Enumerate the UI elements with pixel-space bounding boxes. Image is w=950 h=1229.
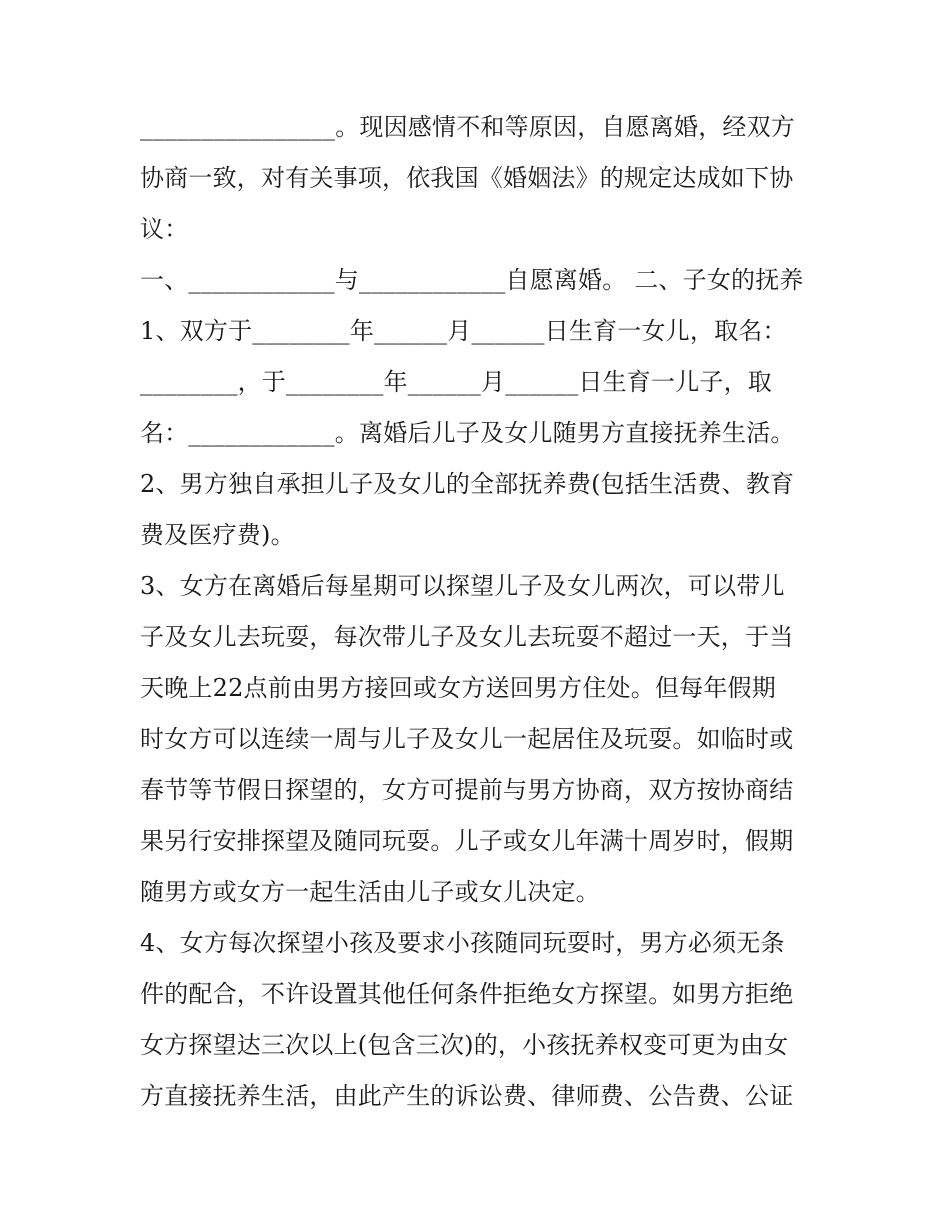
text-line: 果另行安排探望及随同玩耍。儿子或女儿年满十周岁时，假期 (140, 827, 794, 855)
text-line: 4、女方每次探望小孩及要求小孩随同玩耍时，男方必须无条 (140, 929, 785, 957)
text-line: 随男方或女方一起生活由儿子或女儿决定。 (140, 878, 600, 906)
text-line: 2、男方独自承担儿子及女儿的全部抚养费(包括生活费、教育 (140, 470, 795, 498)
text-line: 天晚上22点前由男方接回或女方送回男方住处。但每年假期 (140, 674, 776, 702)
text-line: 时女方可以连续一周与儿子及女儿一起居住及玩耍。如临时或 (140, 725, 794, 753)
text-line: 协商一致，对有关事项，依我国《婚姻法》的规定达成如下协 (140, 164, 794, 192)
text-line: 3、女方在离婚后每星期可以探望儿子及女儿两次，可以带儿 (140, 572, 785, 600)
document-body (140, 102, 820, 1122)
text-line: 费及医疗费)。 (140, 521, 295, 549)
text-line: ________，于________年______月______日生育一儿子，取 (140, 368, 772, 396)
text-line: 议： (140, 215, 189, 243)
text-line: 女方探望达三次以上(包含三次)的，小孩抚养权变可更为由女 (140, 1031, 789, 1059)
text-line: 方直接抚养生活，由此产生的诉讼费、律师费、公告费、公证 (140, 1082, 794, 1110)
text-line: 件的配合，不许设置其他任何条件拒绝女方探望。如男方拒绝 (140, 980, 794, 1008)
text-line: 名：____________。离婚后儿子及女儿随男方直接抚养生活。 (140, 419, 795, 447)
text-line: 春节等节假日探望的，女方可提前与男方协商，双方按协商结 (140, 776, 794, 804)
text-line: 子及女儿去玩耍，每次带儿子及女儿去玩耍不超过一天，于当 (140, 623, 794, 651)
text-line: 一、____________与____________自愿离婚。 二、子女的抚养 (140, 266, 804, 294)
text-line: ________________。现因感情不和等原因，自愿离婚，经双方 (140, 113, 795, 141)
text-line: 1、双方于________年______月______日生育一女儿，取名： (140, 317, 787, 345)
